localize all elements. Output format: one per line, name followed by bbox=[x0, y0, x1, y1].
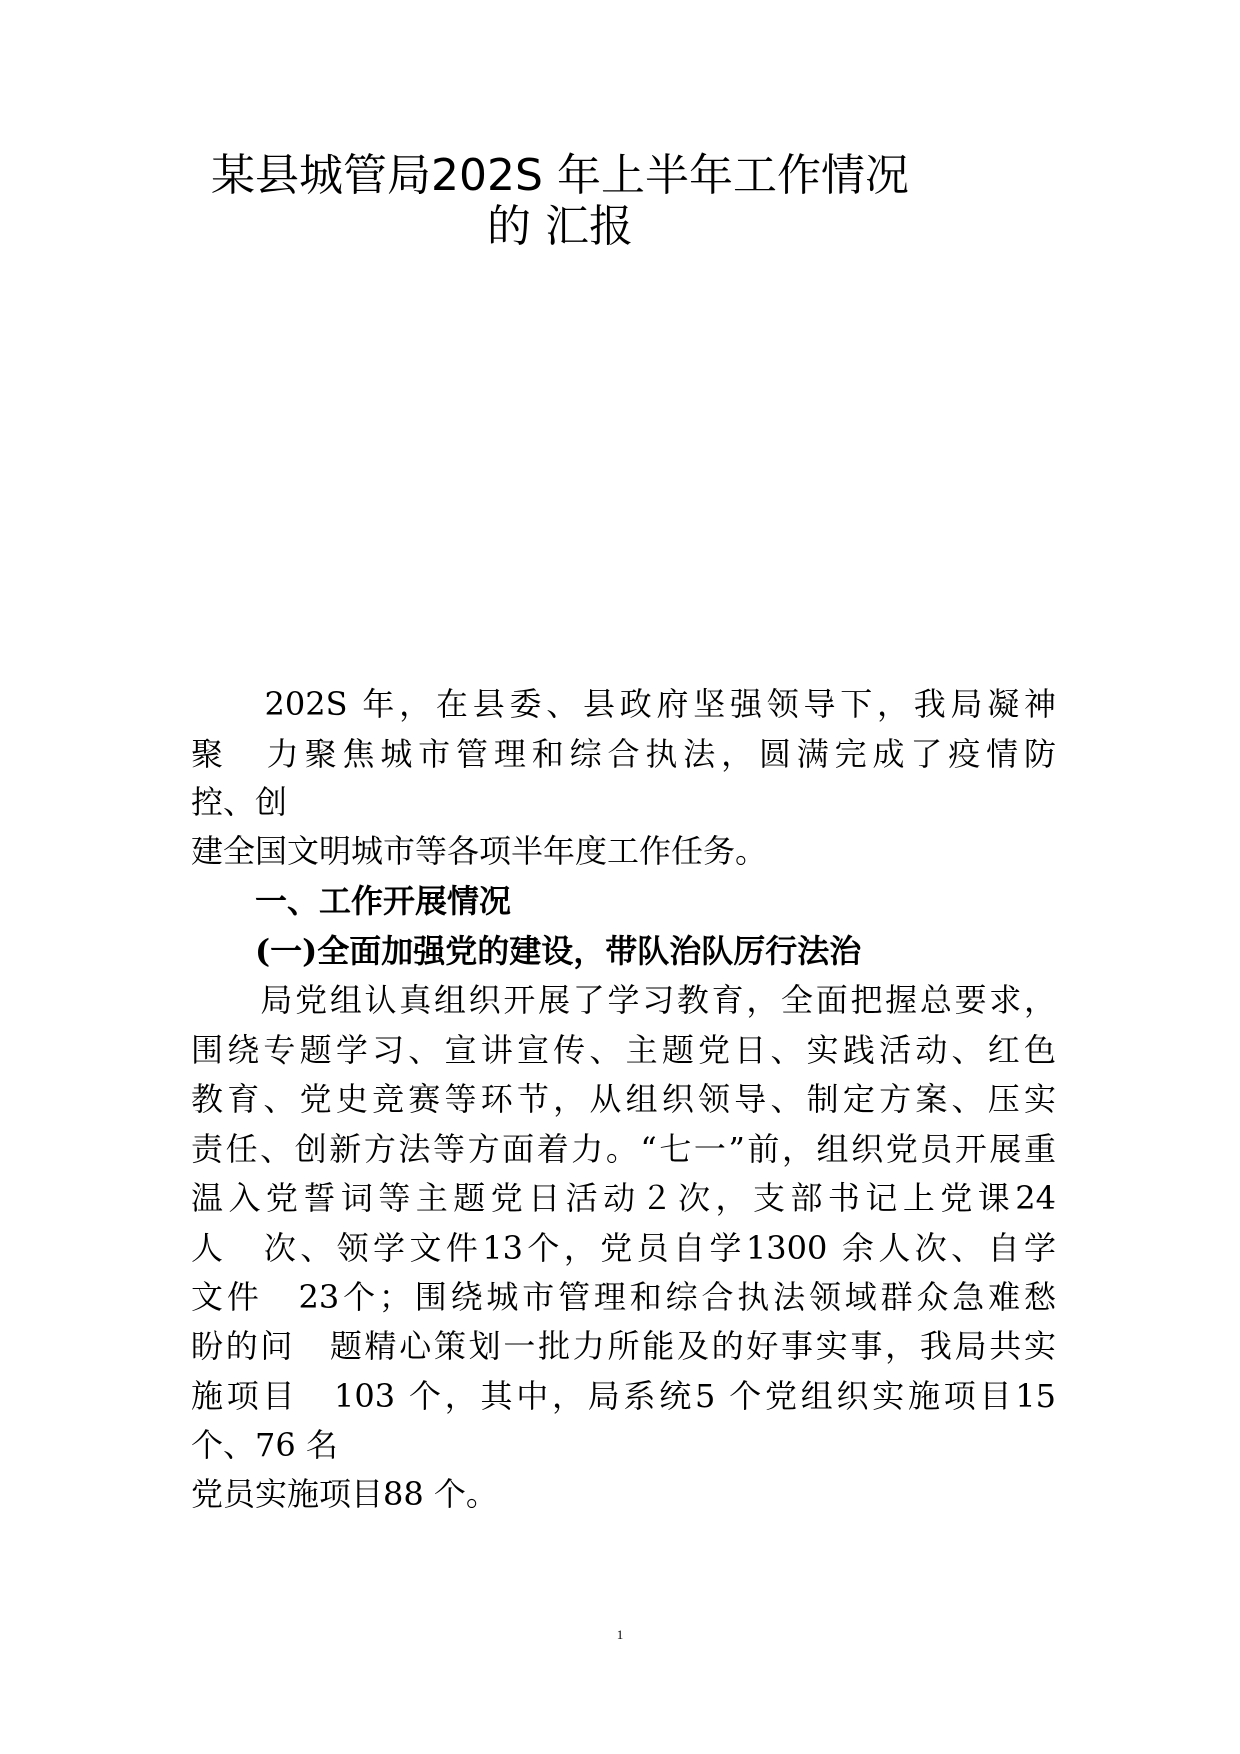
paragraph-line: 温入党誓词等主题党日活动２次，支部书记上党课24 bbox=[191, 1179, 1056, 1217]
document-title-line-2: 的 汇报 bbox=[487, 201, 633, 252]
paragraph-line: 围绕专题学习、宣讲宣传、主题党日、实践活动、红色 bbox=[191, 1031, 1056, 1069]
paragraph-line: 施项目 103 个，其中，局系统5 个党组织实施项目15 bbox=[191, 1377, 1056, 1415]
page-number: 1 bbox=[616, 1627, 624, 1642]
paragraph-line: 个、76 名 bbox=[191, 1426, 338, 1464]
section-heading: 一、工作开展情况 bbox=[191, 882, 512, 920]
paragraph-line: 盼的问 题精心策划一批力所能及的好事实事，我局共实 bbox=[191, 1327, 1056, 1365]
document-title-line-1: 某县城管局202S 年上半年工作情况 bbox=[211, 150, 909, 201]
paragraph-line: 局党组认真组织开展了学习教育，全面把握总要求， bbox=[191, 981, 1056, 1019]
paragraph-line: 202S 年，在县委、县政府坚强领导下，我局凝神 bbox=[191, 685, 1056, 723]
paragraph-line: 责任、创新方法等方面着力。“七一”前，组织党员开展重 bbox=[191, 1130, 1056, 1168]
paragraph-line: 文件 23个；围绕城市管理和综合执法领域群众急难愁 bbox=[191, 1278, 1056, 1316]
subsection-heading: (一)全面加强党的建设，带队治队厉行法治 bbox=[191, 932, 862, 970]
paragraph-line: 人 次、领学文件13个，党员自学1300 余人次、自学 bbox=[191, 1229, 1056, 1267]
paragraph-line: 建全国文明城市等各项半年度工作任务。 bbox=[191, 832, 768, 870]
paragraph-line: 控、创 bbox=[191, 783, 288, 821]
paragraph-line: 教育、党史竞赛等环节，从组织领导、制定方案、压实 bbox=[191, 1080, 1056, 1118]
paragraph-line: 党员实施项目88 个。 bbox=[191, 1475, 498, 1513]
paragraph-line: 聚 力聚焦城市管理和综合执法，圆满完成了疫情防 bbox=[191, 735, 1056, 773]
